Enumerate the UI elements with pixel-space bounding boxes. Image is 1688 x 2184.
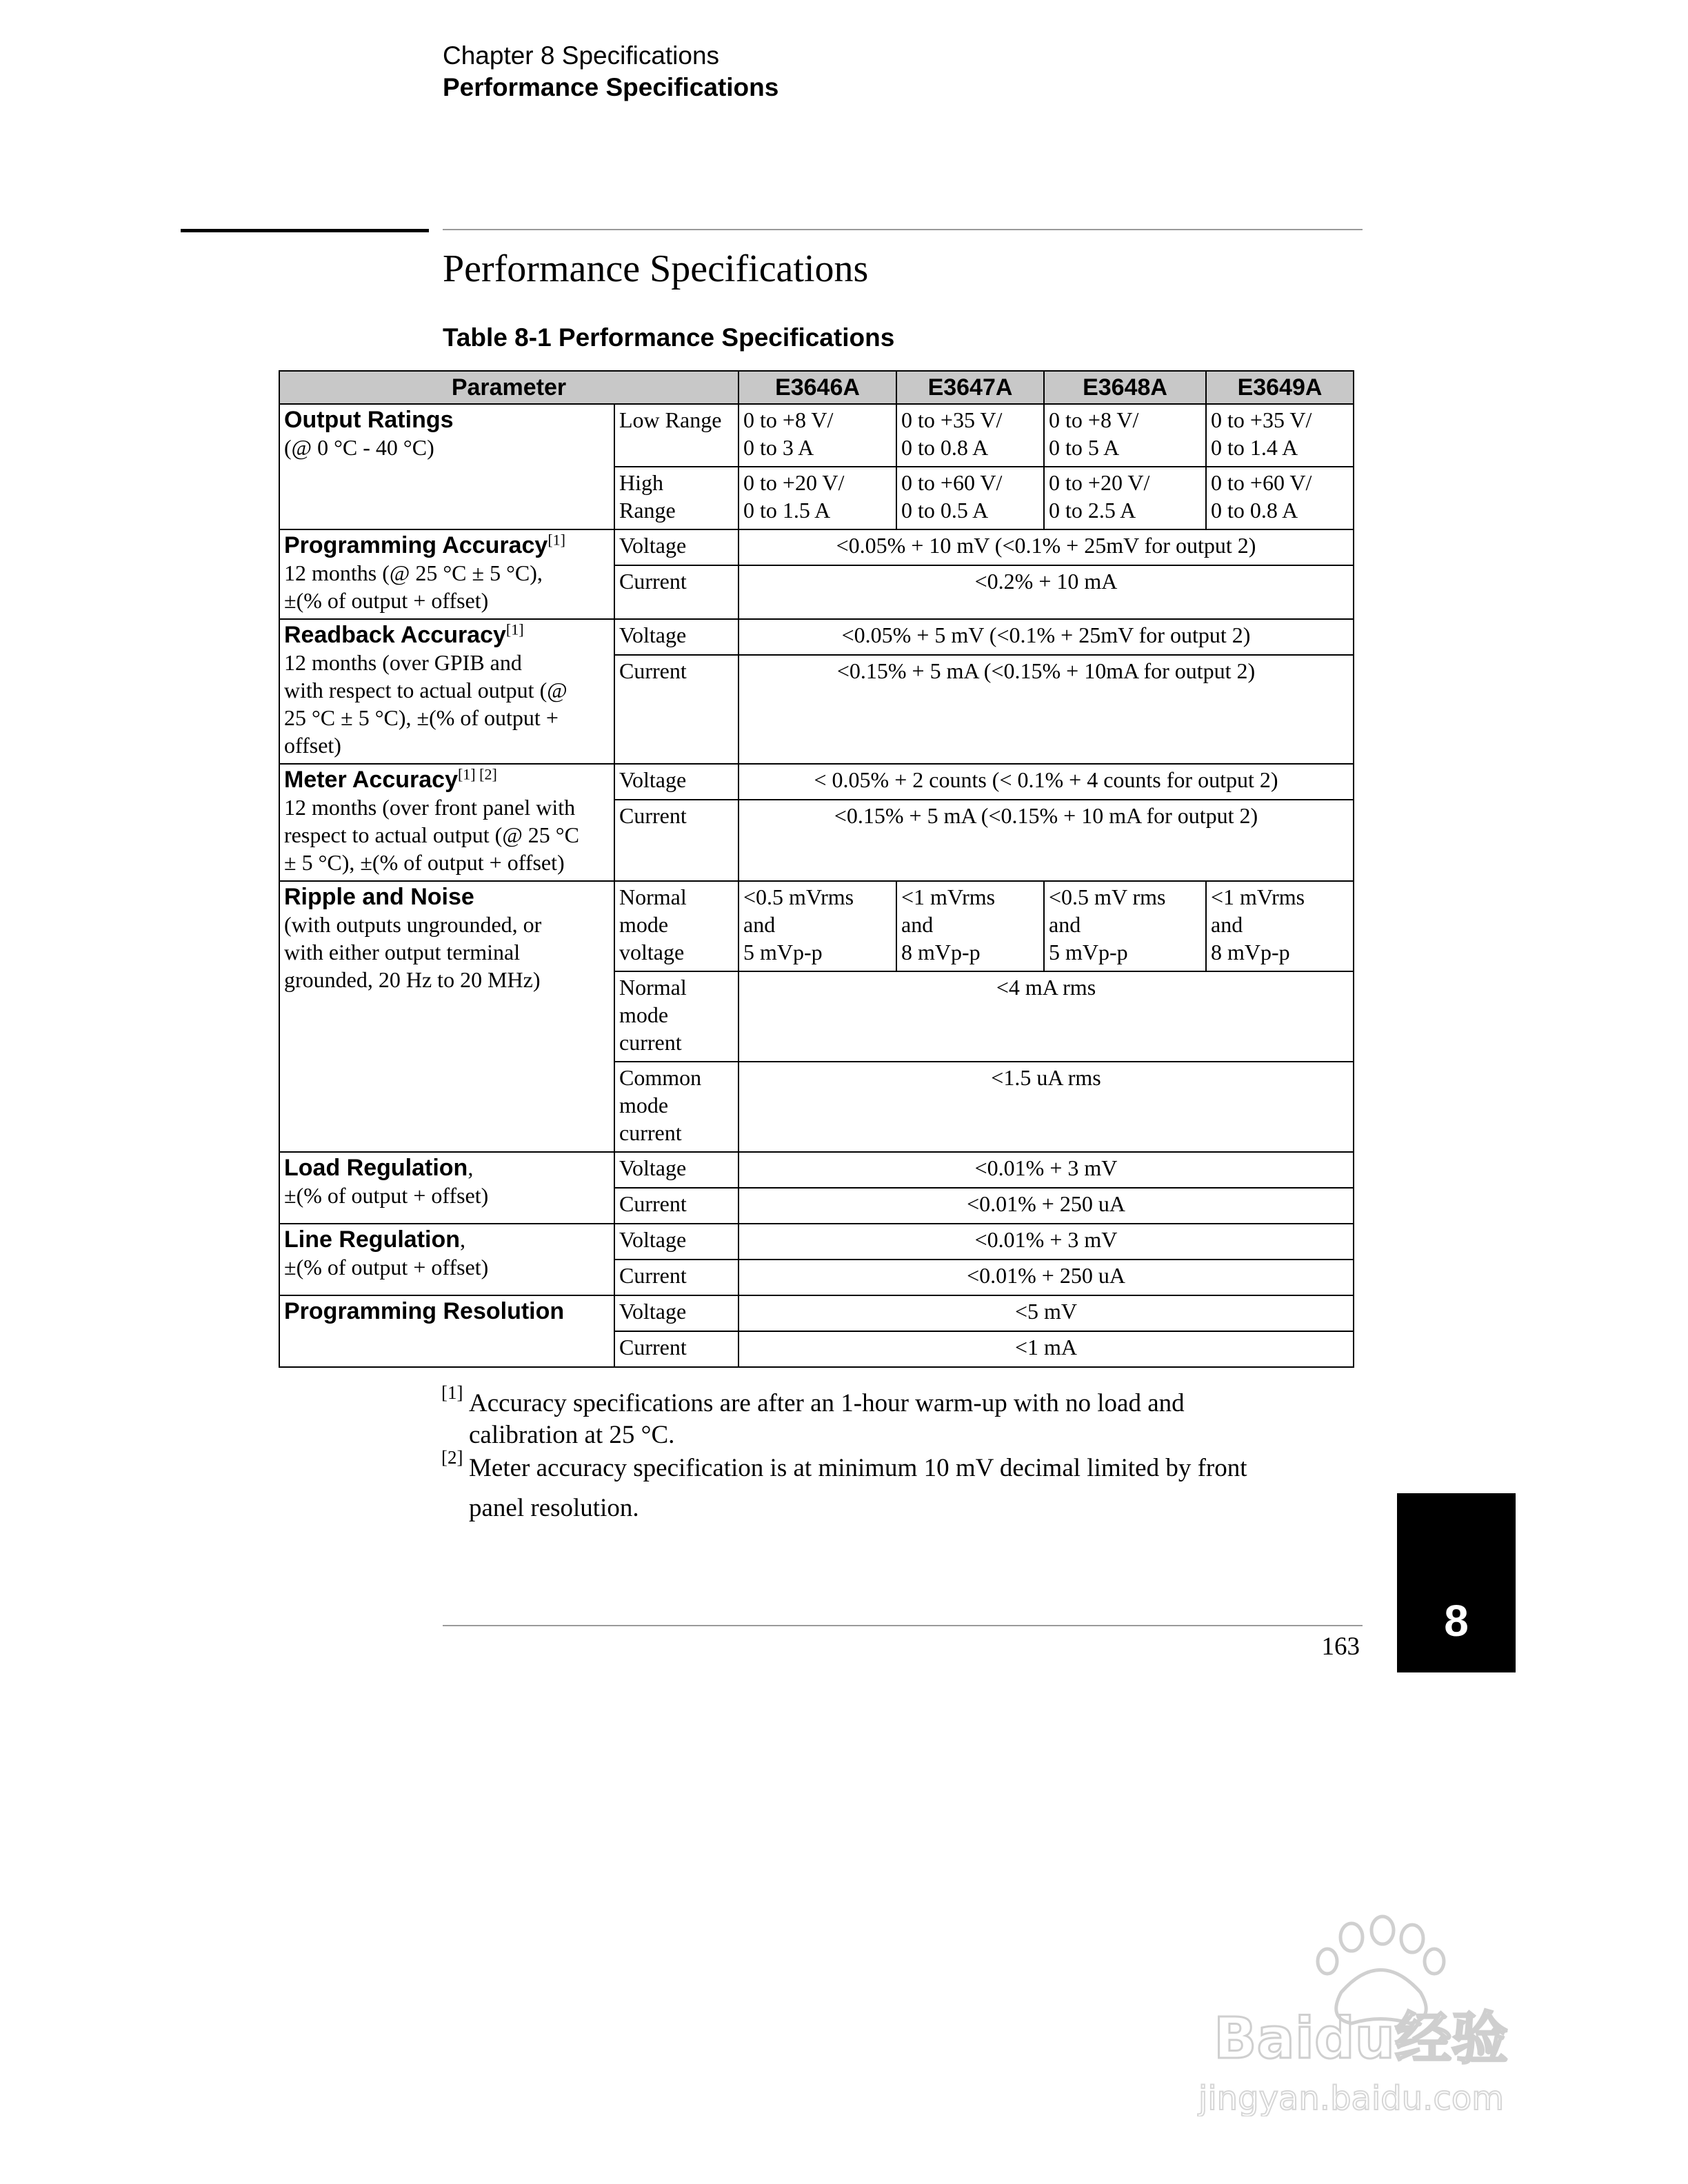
param-output-ratings	[279, 404, 614, 529]
paw-logo-icon	[1193, 1910, 1579, 2116]
value-cell: <0.15% + 5 mA (<0.15% + 10 mA for output 2)	[738, 800, 1354, 881]
sub-label: Normal mode current	[614, 971, 738, 1062]
header-chapter: Chapter 8 Specifications	[443, 41, 720, 70]
value-cell: <4 mA rms	[738, 971, 1354, 1062]
footnote-mark: [1]	[441, 1382, 463, 1403]
sub-label: Current	[614, 565, 738, 619]
footnotes	[441, 1382, 1338, 1524]
value-cell: <0.05% + 5 mV (<0.1% + 25mV for output 2)	[738, 619, 1354, 655]
header-rule	[443, 229, 1363, 230]
table-row	[279, 404, 1354, 467]
table-row	[279, 1152, 1354, 1188]
footnote-mark: [2]	[441, 1447, 463, 1468]
sub-label: Common mode current	[614, 1062, 738, 1152]
value-cell: <0.05% + 10 mV (<0.1% + 25mV for output 2)	[738, 529, 1354, 565]
table-row	[279, 881, 1354, 971]
sub-label: Voltage	[614, 619, 738, 655]
running-header	[443, 40, 778, 103]
svg-text:Baidu经验: Baidu经验	[1214, 2006, 1509, 2072]
col-header-e3646a: E3646A	[738, 371, 896, 404]
footer-rule	[443, 1625, 1363, 1626]
sub-label: Low Range	[614, 404, 738, 467]
param-readback-accuracy: Readback Accuracy[1] 12 months (over GPIB and with respect to actual output (@ 25 °C ± 5 °C), ±(% of output + offset)	[279, 619, 614, 764]
table-caption: Table 8-1 Performance Specifications	[443, 323, 895, 352]
footnote-2: [2] Meter accuracy specification is at minimum 10 mV decimal limited by front panel resolution.	[441, 1447, 1247, 1522]
value-cell: <1 mA	[738, 1331, 1354, 1367]
value-cell: <1 mVrms and 8 mVp-p	[1206, 881, 1354, 971]
value-cell: 0 to +35 V/ 0 to 1.4 A	[1206, 404, 1354, 467]
sub-label: Current	[614, 800, 738, 881]
param-line-regulation: Line Regulation, ±(% of output + offset)	[279, 1224, 614, 1295]
header-section: Performance Specifications	[443, 73, 779, 101]
footnote-ref: [1]	[505, 620, 524, 638]
sub-label: Voltage	[614, 1152, 738, 1188]
footnote-1: [1] Accuracy specifications are after an 1-hour warm-up with no load and calibration at 25 °C.	[441, 1382, 1185, 1449]
table-row	[279, 1224, 1354, 1260]
value-cell: <0.01% + 3 mV	[738, 1224, 1354, 1260]
col-header-e3648a: E3648A	[1044, 371, 1206, 404]
param-programming-accuracy: Programming Accuracy[1] 12 months (@ 25 °C ± 5 °C), ±(% of output + offset)	[279, 529, 614, 619]
table-row	[279, 764, 1354, 800]
sub-label: Voltage	[614, 1295, 738, 1331]
value-cell: <0.01% + 250 uA	[738, 1188, 1354, 1224]
value-cell: 0 to +8 V/ 0 to 5 A	[1044, 404, 1206, 467]
value-cell: 0 to +35 V/ 0 to 0.8 A	[896, 404, 1044, 467]
performance-spec-table	[279, 370, 1354, 1368]
value-cell: <0.5 mVrms and 5 mVp-p	[738, 881, 896, 971]
sub-label: Current	[614, 655, 738, 764]
chapter-tab-number: 8	[1444, 1596, 1469, 1646]
param-ripple-and-noise: Ripple and Noise (with outputs ungrounded, or with either output terminal grounded, 20 Hz to 20 MHz)	[279, 881, 614, 1152]
value-cell: 0 to +60 V/ 0 to 0.8 A	[1206, 467, 1354, 529]
value-cell: <0.5 mV rms and 5 mVp-p	[1044, 881, 1206, 971]
svg-text:jingyan.baidu.com: jingyan.baidu.com	[1198, 2079, 1504, 2116]
value-cell: <0.2% + 10 mA	[738, 565, 1354, 619]
footnote-ref: [1] [2]	[457, 765, 497, 783]
value-cell: 0 to +20 V/ 0 to 1.5 A	[738, 467, 896, 529]
table-row	[279, 1295, 1354, 1331]
value-cell: <0.15% + 5 mA (<0.15% + 10mA for output 2)	[738, 655, 1354, 764]
footnote-ref: [1]	[547, 531, 565, 549]
table-row	[279, 619, 1354, 655]
sub-label: Voltage	[614, 764, 738, 800]
value-cell: 0 to +60 V/ 0 to 0.5 A	[896, 467, 1044, 529]
value-cell: < 0.05% + 2 counts (< 0.1% + 4 counts for output 2)	[738, 764, 1354, 800]
sub-label: Voltage	[614, 1224, 738, 1260]
col-header-e3649a: E3649A	[1206, 371, 1354, 404]
col-header-e3647a: E3647A	[896, 371, 1044, 404]
value-cell: <0.01% + 250 uA	[738, 1260, 1354, 1295]
param-programming-resolution: Programming Resolution	[279, 1295, 614, 1367]
baidu-watermark	[1193, 1910, 1579, 2116]
value-cell: <1 mVrms and 8 mVp-p	[896, 881, 1044, 971]
param-desc: (@ 0 °C - 40 °C)	[284, 435, 434, 460]
sub-label: Current	[614, 1260, 738, 1295]
param-load-regulation: Load Regulation, ±(% of output + offset)	[279, 1152, 614, 1224]
sub-label: Normal mode voltage	[614, 881, 738, 971]
section-title: Performance Specifications	[443, 247, 869, 290]
value-cell: 0 to +20 V/ 0 to 2.5 A	[1044, 467, 1206, 529]
value-cell: <5 mV	[738, 1295, 1354, 1331]
value-cell: <1.5 uA rms	[738, 1062, 1354, 1152]
sub-label: High Range	[614, 467, 738, 529]
chapter-thumb-tab	[1397, 1493, 1516, 1672]
value-cell: <0.01% + 3 mV	[738, 1152, 1354, 1188]
sub-label: Current	[614, 1331, 738, 1367]
sub-label: Voltage	[614, 529, 738, 565]
param-meter-accuracy: Meter Accuracy[1] [2] 12 months (over front panel with respect to actual output (@ 25 °C ± 5 °C), ±(% of output + offset)	[279, 764, 614, 881]
page-number: 163	[1321, 1632, 1360, 1661]
param-name: Output Ratings	[284, 407, 454, 433]
table-row	[279, 529, 1354, 565]
table-header-row	[279, 371, 1354, 404]
sub-label: Current	[614, 1188, 738, 1224]
value-cell: 0 to +8 V/ 0 to 3 A	[738, 404, 896, 467]
col-header-parameter: Parameter	[279, 371, 738, 404]
header-rule-thick	[181, 229, 429, 232]
